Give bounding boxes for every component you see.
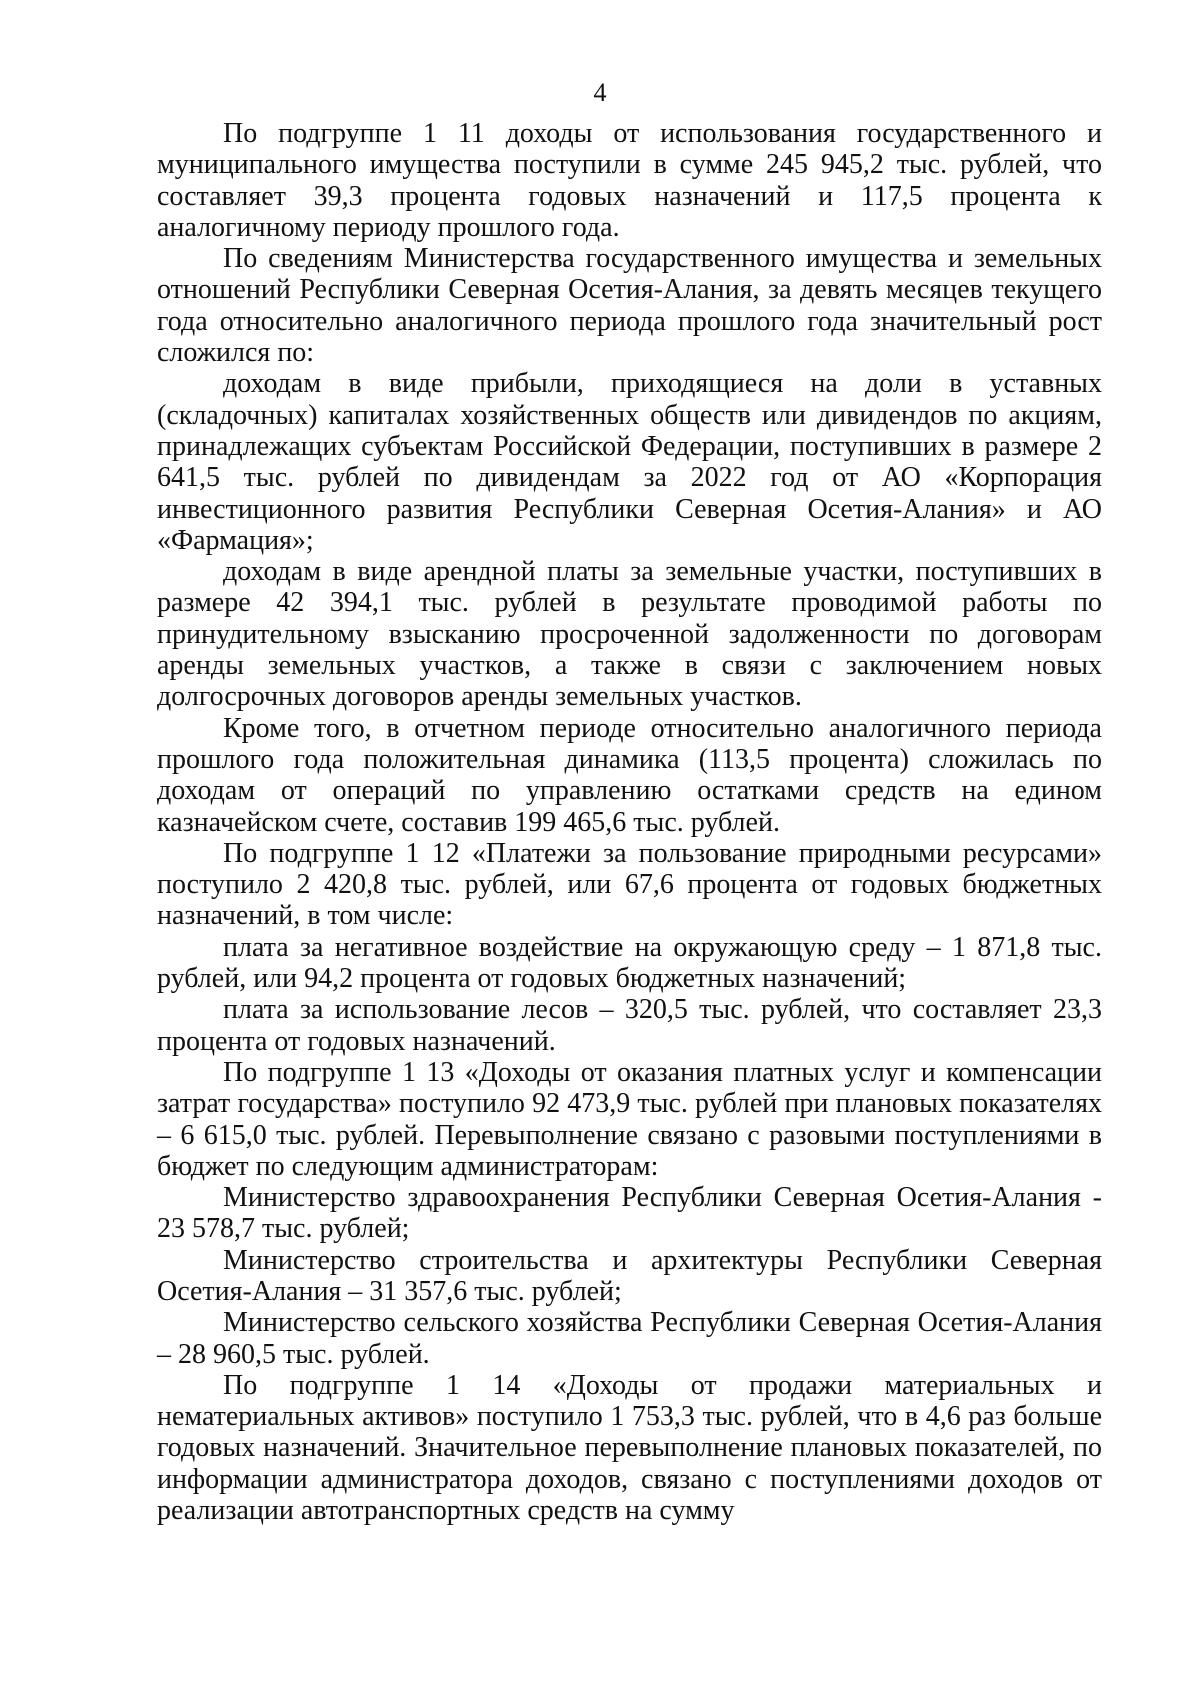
paragraph-ministry-property-data: По сведениям Министерства государственного имущества и земельных отношений Республики Северная Осетия-Алания, за девять месяцев текущего года относительно аналогичного периода прошлого года значительный рост сложился по:	[157, 243, 1102, 369]
paragraph-dividend-income: доходам в виде прибыли, приходящиеся на доли в уставных (складочных) капиталах хозяйственных обществ или дивидендов по акциям, принадлежащих субъектам Российской Федерации, поступивших в размере 2 641,5 тыс. рублей по дивидендам за 2022 год от АО «Корпорация инвестиционного развития Республики Северная Осетия-Алания» и АО «Фармация»;	[157, 368, 1102, 556]
paragraph-forest-fee: плата за использование лесов – 320,5 тыс. рублей, что составляет 23,3 процента от годовых назначений.	[157, 994, 1102, 1057]
document-body	[157, 118, 1102, 1526]
paragraph-ministry-agriculture: Министерство сельского хозяйства Республики Северная Осетия-Алания – 28 960,5 тыс. рублей.	[157, 1307, 1102, 1370]
paragraph-environment-fee: плата за негативное воздействие на окружающую среду – 1 871,8 тыс. рублей, или 94,2 процента от годовых бюджетных назначений;	[157, 931, 1102, 995]
page-number: 4	[593, 78, 607, 107]
paragraph-treasury-account-income: Кроме того, в отчетном периоде относительно аналогичного периода прошлого года положительная динамика (113,5 процента) сложилась по доходам от операций по управлению остатками средств на едином казначейском счете, составив 199 465,6 тыс. рублей.	[157, 712, 1102, 838]
paragraph-subgroup-1-12: По подгруппе 1 12 «Платежи за пользование природными ресурсами» поступило 2 420,8 тыс. рублей, или 67,6 процента от годовых бюджетных назначений, в том числе:	[157, 837, 1102, 932]
paragraph-ministry-construction: Министерство строительства и архитектуры Республики Северная Осетия-Алания – 31 357,6 тыс. рублей;	[157, 1244, 1102, 1307]
paragraph-subgroup-1-11: По подгруппе 1 11 доходы от использования государственного и муниципального имущества поступили в сумме 245 945,2 тыс. рублей, что составляет 39,3 процента годовых назначений и 117,5 процента к аналогичному периоду прошлого года.	[157, 118, 1102, 243]
paragraph-subgroup-1-13: По подгруппе 1 13 «Доходы от оказания платных услуг и компенсации затрат государства» поступило 92 473,9 тыс. рублей при плановых показателях – 6 615,0 тыс. рублей. Перевыполнение связано с разовыми поступлениями в бюджет по следующим администраторам:	[157, 1056, 1102, 1182]
paragraph-subgroup-1-14: По подгруппе 1 14 «Доходы от продажи материальных и нематериальных активов» поступило 1 753,3 тыс. рублей, что в 4,6 раз больше годовых назначений. Значительное перевыполнение плановых показателей, по информации администратора доходов, связано с поступлениями доходов от реализации автотранспортных средств на сумму	[157, 1369, 1102, 1527]
paragraph-land-rent-income: доходам в виде арендной платы за земельные участки, поступивших в размере 42 394,1 тыс. рублей в результате проводимой работы по принудительному взысканию просроченной задолженности по договорам аренды земельных участков, а также в связи с заключением новых долгосрочных договоров аренды земельных участков.	[157, 556, 1102, 713]
paragraph-ministry-health: Министерство здравоохранения Республики Северная Осетия-Алания - 23 578,7 тыс. рублей;	[157, 1182, 1102, 1245]
